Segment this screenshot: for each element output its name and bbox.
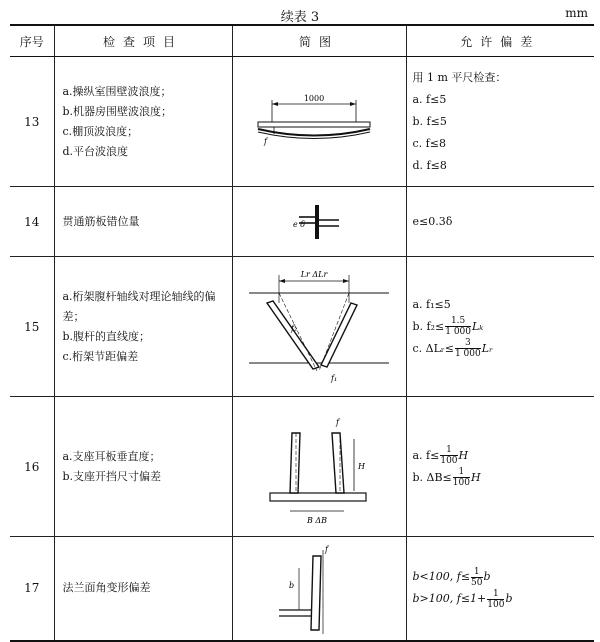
svg-text:H: H (358, 461, 365, 471)
offset-labels: e δ (293, 219, 306, 229)
item-line: a.操纵室围壁波浪度； (62, 84, 172, 98)
tolerance-line (413, 566, 595, 588)
tolerance-suffix: b (483, 570, 491, 584)
item-line: d.平台波浪度 (62, 144, 129, 158)
item-line: b.支座开挡尺寸偏差 (62, 469, 162, 483)
tolerance-prefix: b. f₂≤ (412, 319, 445, 333)
row-items (54, 537, 232, 641)
fraction-denominator: 100 (440, 456, 458, 466)
header-items: 检查项目 (54, 25, 232, 57)
tolerance-line (413, 588, 595, 610)
table-row (10, 397, 594, 537)
fraction-numerator: 1 (487, 589, 504, 600)
item-line: 贯通筋板错位量 (62, 214, 140, 228)
item-line: b.机器房围壁波浪度； (62, 104, 173, 118)
svg-text:f₂: f₂ (291, 323, 298, 333)
tolerance-line: c. f≤8 (412, 136, 446, 150)
tolerance-suffix: Lᵣ (481, 341, 493, 355)
fraction (445, 316, 471, 337)
tolerance-suffix: H (470, 470, 481, 484)
row-figure (232, 397, 406, 537)
rib-offset-diagram (279, 197, 359, 247)
tolerance-line (413, 316, 595, 338)
support-lug-diagram (244, 403, 394, 531)
row-tolerance (406, 257, 594, 397)
fraction (471, 567, 482, 588)
item-line: 差； (62, 309, 85, 323)
row-figure (232, 257, 406, 397)
row-items (54, 257, 232, 397)
tolerance-suffix: b (505, 592, 513, 606)
fraction-numerator: 1 (453, 467, 470, 478)
ruler-wave-diagram (244, 82, 394, 162)
row-figure (232, 57, 406, 187)
unit-label: mm (565, 6, 588, 20)
item-line: a.支座耳板垂直度； (62, 449, 161, 463)
svg-text:f₁: f₁ (331, 373, 338, 383)
fraction-denominator: 100 (452, 478, 470, 488)
row-figure (232, 187, 406, 257)
fraction (487, 589, 504, 610)
header-tolerance: 允许偏差 (406, 25, 594, 57)
truss-diagram (239, 263, 399, 391)
row-tolerance (406, 57, 594, 187)
tolerance-suffix: Lₖ (472, 319, 484, 333)
fraction-numerator: 1 (471, 567, 482, 578)
svg-text:f: f (325, 545, 328, 555)
fraction-numerator: 1.5 (445, 316, 471, 327)
fraction (453, 467, 470, 488)
table-row (10, 257, 594, 397)
table-row (10, 537, 594, 641)
item-line: c.棚顶波浪度； (62, 124, 139, 138)
inspection-table (10, 24, 594, 642)
fraction-numerator: 1 (440, 445, 457, 456)
row-tolerance (406, 537, 594, 641)
item-line: 法兰面角变形偏差 (62, 581, 151, 595)
header-row (10, 25, 594, 57)
fraction-denominator: 50 (471, 577, 483, 588)
tolerance-suffix: H (458, 448, 469, 462)
table-row (10, 57, 594, 187)
item-line: b.腹杆的直线度； (62, 329, 151, 343)
row-items (54, 187, 232, 257)
row-items (54, 397, 232, 537)
fraction (455, 338, 481, 359)
header-figure: 简图 (232, 25, 406, 57)
row-number: 13 (10, 57, 54, 187)
span-label: B ΔB (306, 515, 328, 525)
row-number: 17 (10, 537, 54, 641)
tolerance-line: a. f₁≤5 (412, 297, 451, 311)
header-no: 序号 (10, 25, 54, 57)
svg-text:f: f (336, 417, 339, 427)
tolerance-line (413, 445, 595, 467)
tolerance-line: a. f≤5 (412, 92, 447, 106)
flange-diagram (269, 540, 369, 636)
fraction-denominator: 1 000 (445, 327, 471, 337)
tolerance-line (413, 467, 595, 489)
tolerance-line (413, 338, 595, 360)
row-number: 15 (10, 257, 54, 397)
row-items (54, 57, 232, 187)
width-label: b (289, 581, 295, 591)
row-number: 16 (10, 397, 54, 537)
row-figure (232, 537, 406, 641)
tolerance-prefix: b. ΔB≤ (412, 470, 452, 484)
tolerance-line: b. f≤5 (412, 114, 447, 128)
fraction (440, 445, 457, 466)
fraction-denominator: 1 000 (454, 349, 481, 359)
tolerance-prefix: c. ΔLᵣ≤ (412, 341, 454, 355)
row-number: 14 (10, 187, 54, 257)
tolerance-line: e≤0.3δ (412, 214, 453, 228)
row-tolerance (406, 397, 594, 537)
svg-text:f: f (264, 136, 267, 146)
table-row (10, 187, 594, 257)
table-caption: 续表 3 (280, 10, 320, 25)
tolerance-prefix: b>100, f≤1+ (412, 592, 487, 606)
fraction-numerator: 3 (455, 338, 481, 349)
fraction-denominator: 100 (487, 599, 505, 610)
pitch-label: Lr ΔLr (300, 269, 328, 279)
tolerance-prefix: a. f≤ (412, 448, 440, 462)
tolerance-prefix: b<100, f≤ (412, 570, 471, 584)
row-tolerance (406, 187, 594, 257)
item-line: c.桁架节距偏差 (62, 349, 139, 363)
tolerance-intro: 用 1 m 平尺检查： (412, 70, 507, 84)
tolerance-line: d. f≤8 (412, 158, 447, 172)
span-label: 1000 (303, 93, 325, 103)
item-line: a.桁架腹杆轴线对理论轴线的偏 (62, 289, 216, 303)
